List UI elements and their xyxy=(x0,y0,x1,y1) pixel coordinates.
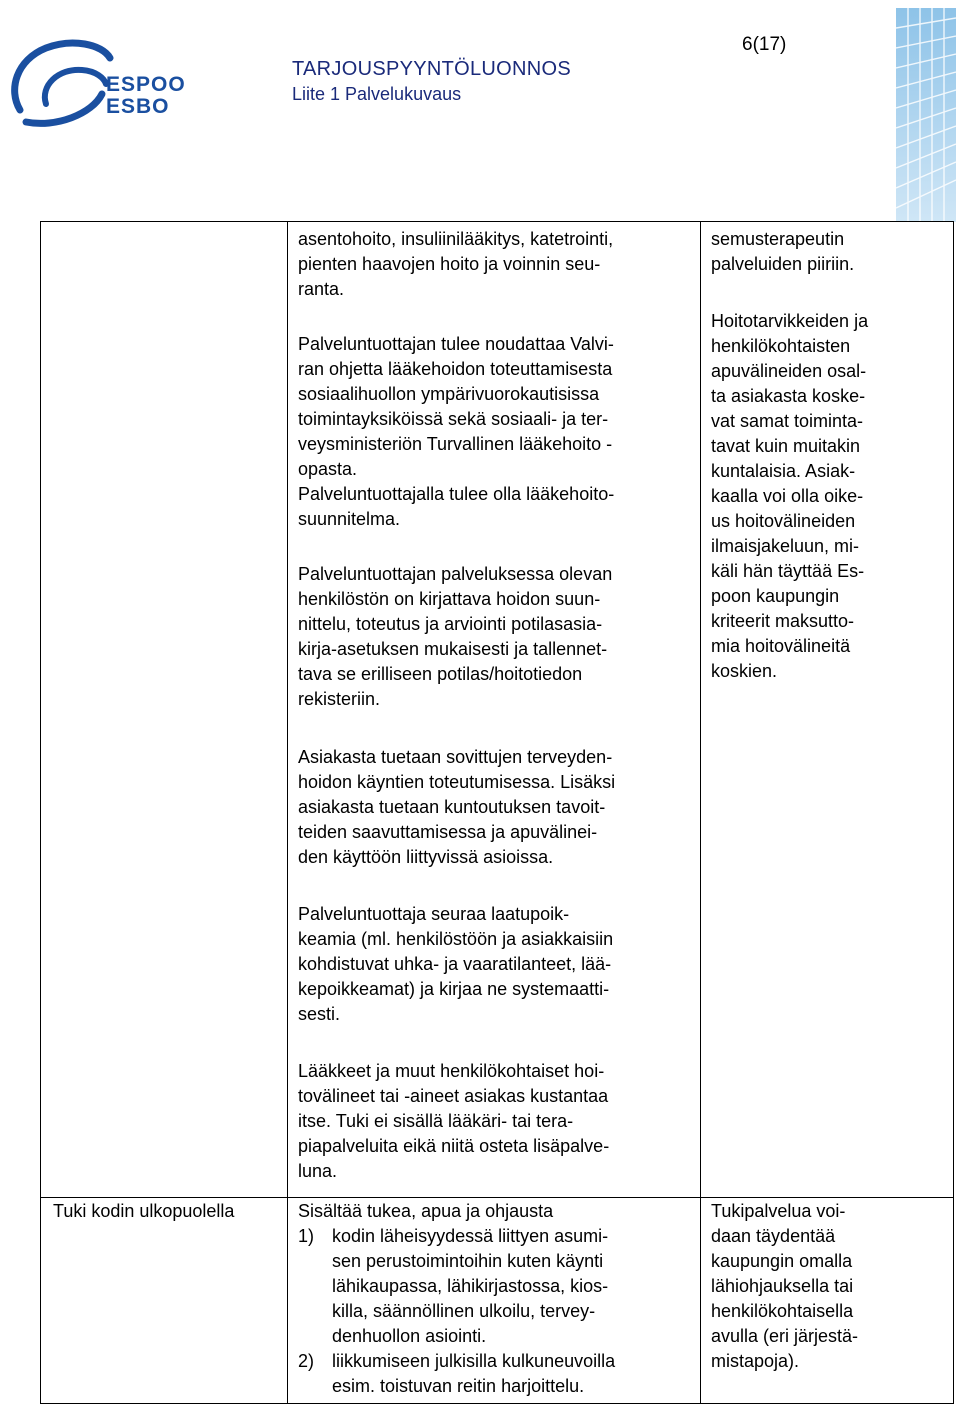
text-line: Tukipalvelua voi- xyxy=(711,1201,846,1221)
text-line: mia hoitovälineitä xyxy=(711,636,851,656)
text-line: henkilöstön on kirjattava hoidon suun- xyxy=(298,589,601,609)
text-line: ilmaisjakeluun, mi- xyxy=(711,536,860,556)
text-line: kohdistuvat uhka- ja vaaratilanteet, lää- xyxy=(298,954,612,974)
text-line: Hoitotarvikkeiden ja xyxy=(711,311,869,331)
text-line: kaupungin omalla xyxy=(711,1251,853,1271)
text-line: henkilökohtaisella xyxy=(711,1301,854,1321)
text-line: us hoitovälineiden xyxy=(711,511,856,531)
text-line: mistapoja). xyxy=(711,1351,800,1371)
text-line: palveluiden piiriin. xyxy=(711,254,855,274)
row-divider xyxy=(41,1197,953,1198)
text-line: daan täydentää xyxy=(711,1226,836,1246)
logo-text-esbo: ESBO xyxy=(106,95,170,118)
text-line: henkilökohtaisten xyxy=(711,336,851,356)
text-line: Lääkkeet ja muut henkilökohtaiset hoi- xyxy=(298,1061,605,1081)
text-line: tava se erilliseen potilas/hoitotiedon xyxy=(298,664,583,684)
row2-service-name-cell xyxy=(53,1199,293,1224)
text-line: keamia (ml. henkilöstöön ja asiakkaisiin xyxy=(298,929,614,949)
text-line: luna. xyxy=(298,1161,338,1181)
text-line: suunnitelma. xyxy=(298,509,401,529)
text-line: Palveluntuottajalla tulee olla lääkehoito- xyxy=(298,484,615,504)
text-line: Palveluntuottajan palveluksessa olevan xyxy=(298,564,613,584)
text-line: piapalveluita eikä niitä osteta lisäpalve- xyxy=(298,1136,610,1156)
text-line: tavat kuin muitakin xyxy=(711,436,861,456)
text-line: apuvälineiden osal- xyxy=(711,361,867,381)
text-line: denhuollon asiointi. xyxy=(332,1326,487,1346)
text-line: liikkumiseen julkisilla kulkuneuvoilla xyxy=(332,1351,616,1371)
row1-notes-cell xyxy=(711,227,946,684)
steps-list xyxy=(298,1224,693,1399)
text-line: Asiakasta tuetaan sovittujen terveyden- xyxy=(298,747,613,767)
text-line: opasta. xyxy=(298,459,358,479)
text-line: käli hän täyttää Es- xyxy=(711,561,865,581)
text-line: asiakasta tuetaan kuntoutuksen tavoit- xyxy=(298,797,606,817)
text-line: kaalla voi olla oike- xyxy=(711,486,864,506)
logo-text-espoo: ESPOO xyxy=(106,73,186,96)
text-line: lähiohjauksella tai xyxy=(711,1276,854,1296)
page-number: 6(17) xyxy=(742,34,787,55)
row2-notes-cell xyxy=(711,1199,946,1374)
text-line: koskien. xyxy=(711,661,778,681)
document-title: TARJOUSPYYNTÖLUONNOS xyxy=(292,58,571,80)
list-item xyxy=(298,1349,693,1399)
text-line: sen perustoimintoihin kuten käynti xyxy=(332,1251,604,1271)
service-description-table xyxy=(40,221,954,1404)
text-line: nittelu, toteutus ja arviointi potilasasia- xyxy=(298,614,603,634)
text-line: killa, säännöllinen ulkoilu, tervey- xyxy=(332,1301,596,1321)
text-line: toimintayksiköissä sekä sosiaali- ja ter- xyxy=(298,409,609,429)
text-line: esim. toistuvan reitin harjoittelu. xyxy=(332,1376,585,1396)
text-line: sesti. xyxy=(298,1004,341,1024)
text-line: kepoikkeamat) ja kirjaa ne systemaatti- xyxy=(298,979,610,999)
list-number: 1) xyxy=(298,1226,315,1246)
column-divider xyxy=(287,222,288,1403)
document-subtitle: Liite 1 Palvelukuvaus xyxy=(292,84,462,104)
text-line: den käyttöön liittyvissä asioissa. xyxy=(298,847,554,867)
service-name: Tuki kodin ulkopuolella xyxy=(53,1201,235,1221)
text-line: hoidon käyntien toteutumisessa. Lisäksi xyxy=(298,772,616,792)
text-line: poon kaupungin xyxy=(711,586,840,606)
text-line: ranta. xyxy=(298,279,345,299)
corner-pattern-graphic xyxy=(896,8,956,222)
text-line: ta asiakasta koske- xyxy=(711,386,866,406)
text-line: avulla (eri järjestä- xyxy=(711,1326,859,1346)
text-line: ran ohjetta lääkehoidon toteuttamisesta xyxy=(298,359,613,379)
text-line: kriteerit maksutto- xyxy=(711,611,855,631)
list-number: 2) xyxy=(298,1351,315,1371)
row1-description-cell xyxy=(298,227,693,1184)
text-line: rekisteriin. xyxy=(298,689,381,709)
intro-line: Sisältää tukea, apua ja ohjausta xyxy=(298,1201,554,1221)
text-line: kodin läheisyydessä liittyen asumi- xyxy=(332,1226,609,1246)
text-line: sosiaalihuollon ympärivuorokautisissa xyxy=(298,384,600,404)
text-line: asentohoito, insuliinilääkitys, katetrointi, xyxy=(298,229,614,249)
text-line: pienten haavojen hoito ja voinnin seu- xyxy=(298,254,601,274)
text-line: semusterapeutin xyxy=(711,229,845,249)
row2-description-cell xyxy=(298,1199,693,1399)
text-line: itse. Tuki ei sisällä lääkäri- tai tera- xyxy=(298,1111,574,1131)
list-item xyxy=(298,1224,693,1349)
text-line: kirja-asetuksen mukaisesti ja tallennet- xyxy=(298,639,608,659)
text-line: teiden saavuttamisessa ja apuvälinei- xyxy=(298,822,598,842)
column-divider xyxy=(700,222,701,1403)
text-line: lähikaupassa, lähikirjastossa, kios- xyxy=(332,1276,609,1296)
logo-wordmark xyxy=(106,74,186,118)
text-line: veysministeriön Turvallinen lääkehoito - xyxy=(298,434,613,454)
text-line: Palveluntuottajan tulee noudattaa Valvi- xyxy=(298,334,614,354)
text-line: vat samat toiminta- xyxy=(711,411,864,431)
text-line: kuntalaisia. Asiak- xyxy=(711,461,856,481)
text-line: tovälineet tai -aineet asiakas kustantaa xyxy=(298,1086,609,1106)
text-line: Palveluntuottaja seuraa laatupoik- xyxy=(298,904,570,924)
